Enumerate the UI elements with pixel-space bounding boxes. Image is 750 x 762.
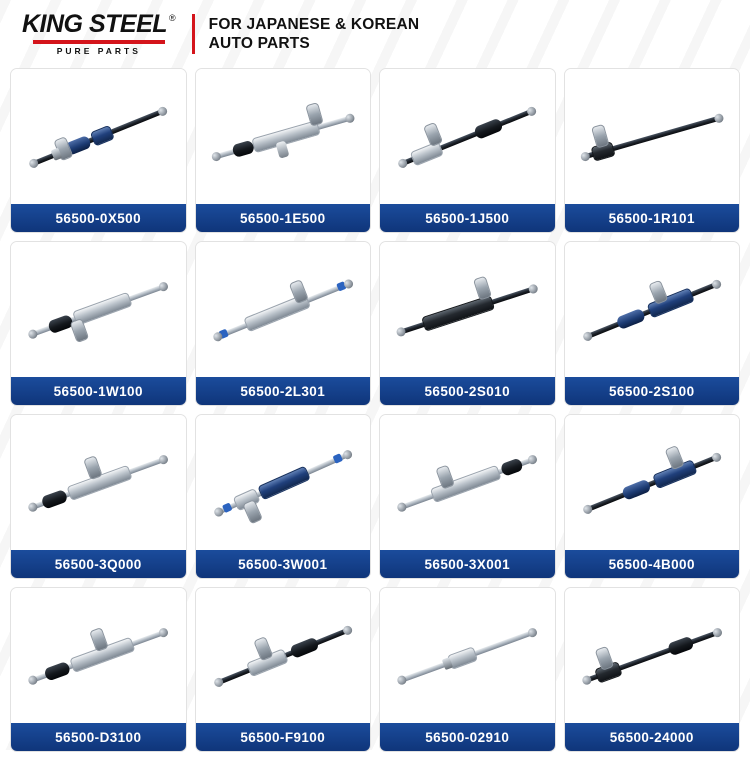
steering-rack-illustration	[17, 603, 180, 708]
product-part-number: 56500-3W001	[196, 550, 371, 578]
product-part-number: 56500-02910	[380, 723, 555, 751]
header-tagline	[209, 15, 420, 54]
pinion-shaft	[83, 455, 103, 480]
product-card[interactable]	[10, 414, 187, 579]
product-image	[196, 242, 371, 377]
rack-boot	[667, 635, 695, 656]
header-tagline-line2: AUTO PARTS	[208, 35, 310, 52]
page-header	[0, 0, 750, 68]
steering-rack-illustration	[201, 88, 364, 184]
product-image	[11, 415, 186, 550]
product-card[interactable]	[379, 241, 556, 406]
product-image	[380, 69, 555, 204]
product-image	[565, 415, 740, 550]
steering-rack-illustration	[386, 259, 549, 360]
product-image	[380, 242, 555, 377]
product-card[interactable]	[564, 241, 741, 406]
rack-boot	[44, 660, 72, 681]
product-card[interactable]	[195, 68, 372, 233]
brand-logo-top	[22, 12, 176, 37]
pinion-shaft	[648, 279, 668, 304]
steering-rack-illustration	[201, 255, 364, 364]
product-image	[565, 588, 740, 723]
product-image	[11, 69, 186, 204]
pinion-shaft	[591, 123, 610, 148]
header-divider	[192, 14, 195, 54]
pinion-shaft	[423, 122, 443, 147]
product-part-number: 56500-2S100	[565, 377, 740, 405]
product-part-number: 56500-1J500	[380, 204, 555, 232]
rack-bar	[585, 454, 718, 512]
steering-rack-illustration	[17, 82, 180, 191]
product-part-number: 56500-0X500	[11, 204, 186, 232]
tie-rod-end	[527, 626, 539, 638]
tie-rod-end	[158, 280, 170, 292]
product-card[interactable]	[195, 241, 372, 406]
product-image	[380, 588, 555, 723]
steering-rack-illustration	[201, 601, 364, 710]
product-card[interactable]	[10, 587, 187, 752]
product-part-number: 56500-1R101	[565, 204, 740, 232]
brand-name: KING STEEL	[22, 10, 168, 39]
product-image	[196, 415, 371, 550]
rack-boot	[615, 307, 645, 329]
tie-rod-end	[527, 282, 538, 293]
product-part-number: 56500-4B000	[565, 550, 740, 578]
tie-rod-end	[158, 453, 170, 465]
pinion-shaft	[665, 445, 685, 470]
rack-boot	[289, 636, 319, 658]
steering-rack-illustration	[201, 426, 364, 540]
steering-rack-illustration	[570, 255, 733, 364]
rack-boot	[500, 456, 525, 476]
tie-rod-end	[158, 626, 170, 638]
product-image	[196, 69, 371, 204]
product-part-number: 56500-3X001	[380, 550, 555, 578]
product-card[interactable]	[10, 241, 187, 406]
product-image	[11, 588, 186, 723]
steering-rack-illustration	[570, 428, 733, 537]
steering-rack-illustration	[17, 257, 180, 362]
product-part-number: 56500-F9100	[196, 723, 371, 751]
brand-underline	[33, 40, 165, 44]
product-image	[11, 242, 186, 377]
pinion-shaft	[474, 275, 493, 300]
product-part-number: 56500-24000	[565, 723, 740, 751]
tie-rod-end	[527, 453, 539, 465]
pinion-shaft	[242, 499, 263, 524]
pinion-shaft	[254, 636, 274, 661]
product-card[interactable]	[379, 414, 556, 579]
steering-rack-illustration	[570, 603, 733, 708]
rack-housing	[421, 294, 496, 331]
header-tagline-line1: FOR JAPANESE & KOREAN	[208, 15, 420, 33]
rack-housing	[90, 124, 116, 146]
product-part-number: 56500-1W100	[11, 377, 186, 405]
rack-housing	[257, 464, 311, 499]
product-image	[565, 242, 740, 377]
steering-rack-illustration	[386, 82, 549, 191]
rack-boot	[473, 117, 503, 139]
steering-rack-illustration	[386, 430, 549, 535]
product-part-number: 56500-1E500	[196, 204, 371, 232]
rack-boot	[41, 488, 69, 509]
product-card[interactable]	[379, 587, 556, 752]
product-part-number: 56500-2L301	[196, 377, 371, 405]
product-card[interactable]	[564, 587, 741, 752]
product-part-number: 56500-2S010	[380, 377, 555, 405]
product-card[interactable]	[564, 414, 741, 579]
pinion-shaft	[89, 627, 109, 652]
product-image	[380, 415, 555, 550]
product-grid	[0, 68, 750, 762]
product-part-number: 56500-3Q000	[11, 550, 186, 578]
product-card[interactable]	[195, 587, 372, 752]
product-image	[196, 588, 371, 723]
rack-boot	[621, 478, 651, 500]
product-image	[565, 69, 740, 204]
product-card[interactable]	[379, 68, 556, 233]
product-card[interactable]	[564, 68, 741, 233]
steering-rack-illustration	[17, 430, 180, 535]
product-card[interactable]	[195, 414, 372, 579]
registered-trademark-icon: ®	[169, 13, 176, 24]
product-card[interactable]	[10, 68, 187, 233]
steering-rack-illustration	[386, 603, 549, 708]
steering-rack-illustration	[570, 88, 733, 184]
product-part-number: 56500-D3100	[11, 723, 186, 751]
tie-rod-end	[342, 277, 354, 289]
brand-logo	[22, 12, 176, 56]
brand-subtitle: PURE PARTS	[56, 46, 141, 57]
